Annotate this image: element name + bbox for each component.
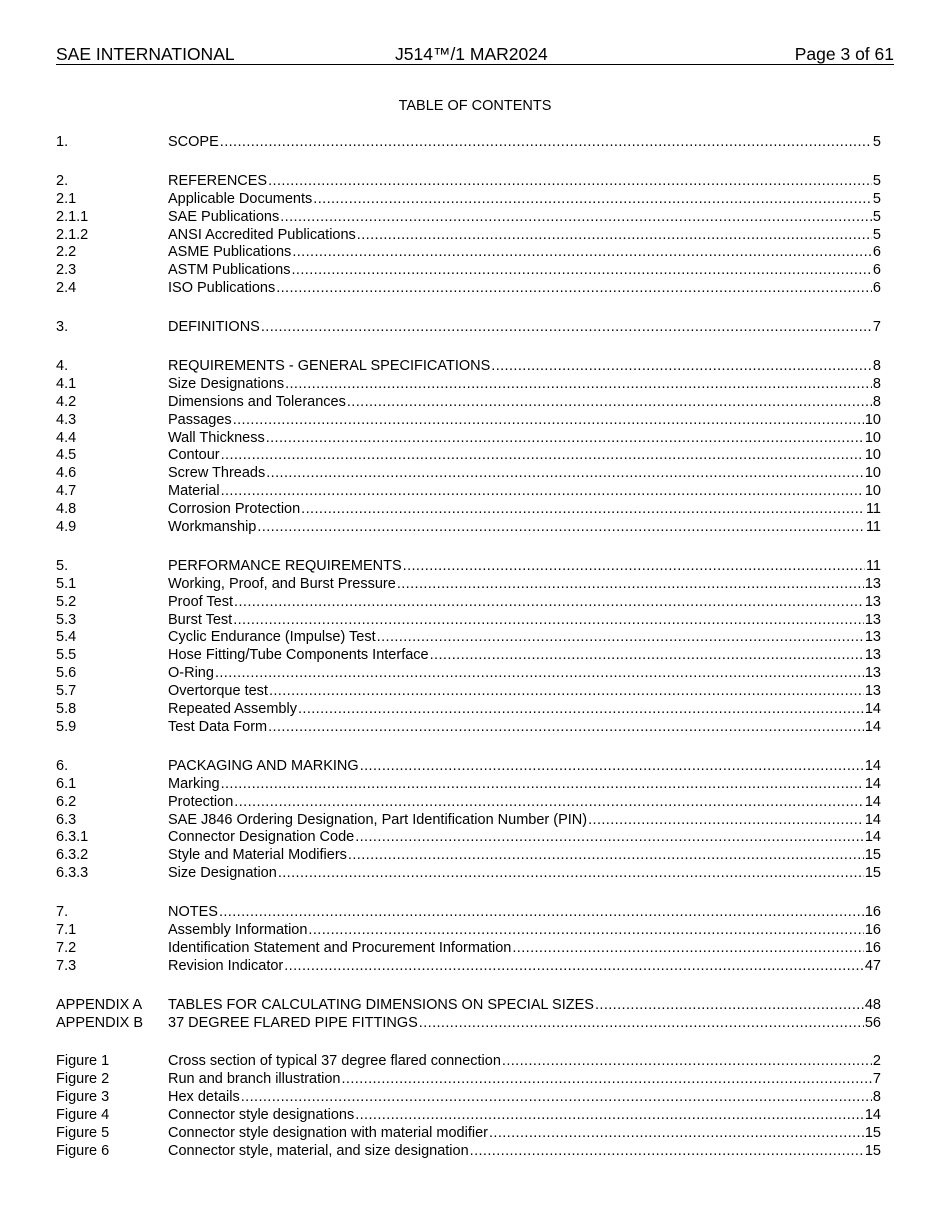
toc-entry[interactable]	[56, 1089, 881, 1107]
table-of-contents	[56, 134, 881, 1182]
toc-entry-page: 10	[864, 429, 881, 446]
toc-entry[interactable]	[56, 812, 881, 830]
toc-entry[interactable]	[56, 683, 881, 701]
toc-entry-title: Proof Test	[168, 593, 234, 610]
toc-entry-number: 4.4	[56, 429, 77, 446]
toc-entry-page: 5	[872, 190, 881, 207]
toc-dot-leader	[276, 280, 872, 298]
toc-heading: TABLE OF CONTENTS	[398, 98, 552, 114]
toc-entry[interactable]	[56, 1015, 881, 1033]
toc-entry-page: 47	[864, 957, 881, 974]
toc-group	[56, 173, 881, 298]
toc-entry-number: 6.3.2	[56, 847, 89, 864]
toc-entry[interactable]	[56, 134, 881, 152]
toc-entry-page: 10	[864, 465, 881, 482]
header-document-number: J514™/1 MAR2024	[395, 44, 548, 64]
toc-entry-title: ASTM Publications	[168, 262, 291, 279]
toc-dot-leader	[284, 958, 864, 976]
toc-entry-page: 14	[864, 701, 881, 718]
toc-entry[interactable]	[56, 647, 881, 665]
toc-entry-page: 16	[864, 921, 881, 938]
toc-entry-number: Figure 2	[56, 1071, 110, 1088]
toc-dot-leader	[220, 134, 872, 152]
toc-entry-number: 4.9	[56, 519, 77, 536]
toc-entry-page: 8	[872, 375, 881, 392]
toc-entry-page: 13	[864, 629, 881, 646]
toc-entry-page: 5	[872, 172, 881, 189]
toc-group	[56, 319, 881, 337]
toc-entry-number: 6.3.1	[56, 829, 89, 846]
toc-entry-number: 2.	[56, 172, 69, 189]
toc-entry-number: 5.5	[56, 647, 77, 664]
toc-entry-number: 6.2	[56, 793, 77, 810]
toc-entry-title: Assembly Information	[168, 921, 308, 938]
toc-entry-number: 5.9	[56, 718, 77, 735]
toc-entry-page: 14	[864, 718, 881, 735]
toc-entry-number: APPENDIX B	[56, 1014, 144, 1031]
toc-entry-number: 5.1	[56, 575, 77, 592]
toc-entry[interactable]	[56, 829, 881, 847]
toc-entry-page: 15	[864, 1142, 881, 1159]
toc-dot-leader	[419, 1015, 864, 1033]
toc-entry-page: 8	[872, 393, 881, 410]
toc-dot-leader	[298, 701, 864, 719]
toc-entry-page: 13	[864, 593, 881, 610]
toc-entry[interactable]	[56, 358, 881, 376]
toc-entry-page: 8	[872, 358, 881, 375]
toc-entry[interactable]	[56, 244, 881, 262]
toc-dot-leader	[266, 430, 864, 448]
toc-dot-leader	[502, 1053, 872, 1071]
toc-entry-title: SAE Publications	[168, 208, 280, 225]
toc-entry[interactable]	[56, 1053, 881, 1071]
toc-entry-title: Wall Thickness	[168, 429, 265, 446]
toc-entry-number: 2.2	[56, 244, 77, 261]
toc-entry-title: Workmanship	[168, 519, 257, 536]
toc-group	[56, 758, 881, 883]
toc-dot-leader	[403, 558, 865, 576]
toc-group	[56, 904, 881, 976]
toc-entry-number: 4.7	[56, 483, 77, 500]
toc-entry-number: 4.6	[56, 465, 77, 482]
toc-entry[interactable]	[56, 904, 881, 922]
toc-entry-page: 11	[865, 501, 881, 518]
toc-entry-number: Figure 6	[56, 1142, 110, 1159]
toc-entry-number: APPENDIX A	[56, 996, 143, 1013]
toc-entry-number: 5.	[56, 557, 69, 574]
toc-entry-number: 2.1	[56, 190, 77, 207]
toc-dot-leader	[342, 1071, 872, 1089]
toc-dot-leader	[347, 394, 872, 412]
toc-entry-number: 4.	[56, 358, 69, 375]
toc-dot-leader	[313, 191, 872, 209]
toc-entry-page: 7	[872, 1071, 881, 1088]
toc-entry[interactable]	[56, 558, 881, 576]
toc-entry[interactable]	[56, 594, 881, 612]
toc-entry[interactable]	[56, 997, 881, 1015]
toc-entry[interactable]	[56, 719, 881, 737]
toc-entry-title: ANSI Accredited Publications	[168, 226, 356, 243]
toc-entry-number: 4.2	[56, 393, 77, 410]
toc-entry[interactable]	[56, 430, 881, 448]
toc-entry-title: Cyclic Endurance (Impulse) Test	[168, 629, 376, 646]
toc-dot-leader	[355, 1107, 864, 1125]
toc-entry[interactable]	[56, 612, 881, 630]
toc-entry-number: 6.1	[56, 775, 77, 792]
toc-dot-leader	[234, 594, 864, 612]
toc-entry-number: 3.	[56, 319, 69, 336]
toc-group	[56, 997, 881, 1033]
toc-entry-number: 2.1.1	[56, 208, 89, 225]
toc-entry-page: 13	[864, 665, 881, 682]
toc-entry[interactable]	[56, 173, 881, 191]
toc-dot-leader	[285, 376, 872, 394]
toc-entry[interactable]	[56, 701, 881, 719]
toc-entry[interactable]	[56, 629, 881, 647]
toc-entry-title: DEFINITIONS	[168, 319, 260, 336]
toc-entry-number: 1.	[56, 134, 69, 150]
toc-entry-page: 7	[872, 319, 881, 336]
toc-entry-number: 5.3	[56, 611, 77, 628]
toc-entry-page: 5	[872, 134, 881, 150]
toc-entry-title: Dimensions and Tolerances	[168, 393, 346, 410]
toc-entry-number: 2.4	[56, 280, 77, 297]
toc-entry-title: Hex details	[168, 1089, 240, 1106]
toc-entry-page: 13	[864, 683, 881, 700]
toc-dot-leader	[241, 1089, 872, 1107]
toc-dot-leader	[470, 1143, 864, 1161]
toc-entry-title: Corrosion Protection	[168, 501, 301, 518]
toc-entry-title: PACKAGING AND MARKING	[168, 757, 359, 774]
toc-entry-title: REQUIREMENTS - GENERAL SPECIFICATIONS	[168, 358, 491, 375]
toc-dot-leader	[377, 629, 864, 647]
toc-entry[interactable]	[56, 1107, 881, 1125]
toc-entry-title: Connector style designations	[168, 1107, 355, 1124]
toc-entry-title: Style and Material Modifiers	[168, 847, 347, 864]
toc-entry[interactable]	[56, 665, 881, 683]
toc-entry-page: 6	[872, 262, 881, 279]
toc-dot-leader	[269, 683, 864, 701]
toc-entry[interactable]	[56, 280, 881, 298]
toc-entry-title: Burst Test	[168, 611, 233, 628]
toc-dot-leader	[491, 358, 872, 376]
toc-dot-leader	[234, 794, 864, 812]
toc-entry-title: Connector style designation with material modifier	[168, 1124, 488, 1141]
toc-entry-title: Overtorque test	[168, 683, 268, 700]
toc-entry-page: 14	[864, 811, 881, 828]
toc-entry-page: 6	[872, 280, 881, 297]
toc-entry-title: Applicable Documents	[168, 190, 313, 207]
toc-entry-number: 5.7	[56, 683, 77, 700]
toc-dot-leader	[588, 812, 864, 830]
toc-entry-number: 7.	[56, 904, 69, 921]
toc-entry-page: 15	[864, 865, 881, 882]
toc-entry[interactable]	[56, 1143, 881, 1161]
toc-entry-number: 6.	[56, 757, 69, 774]
toc-entry-title: Protection	[168, 793, 234, 810]
toc-dot-leader	[268, 719, 864, 737]
toc-entry-number: 2.1.2	[56, 226, 89, 243]
header-organization: SAE INTERNATIONAL	[56, 44, 235, 64]
toc-entry-page: 16	[864, 904, 881, 921]
toc-dot-leader	[233, 612, 864, 630]
toc-dot-leader	[261, 319, 872, 337]
toc-dot-leader	[221, 483, 864, 501]
toc-entry-page: 8	[872, 1089, 881, 1106]
toc-entry-number: 5.6	[56, 665, 77, 682]
toc-entry-page: 5	[872, 226, 881, 243]
toc-entry[interactable]	[56, 776, 881, 794]
toc-entry[interactable]	[56, 191, 881, 209]
toc-entry-number: 6.3	[56, 811, 77, 828]
toc-dot-leader	[278, 865, 864, 883]
toc-entry[interactable]	[56, 465, 881, 483]
toc-entry[interactable]	[56, 447, 881, 465]
toc-entry-number: 7.3	[56, 957, 77, 974]
toc-entry-title: Screw Threads	[168, 465, 266, 482]
toc-dot-leader	[355, 829, 864, 847]
toc-entry-title: PERFORMANCE REQUIREMENTS	[168, 557, 402, 574]
toc-entry-title: Run and branch illustration	[168, 1071, 341, 1088]
toc-entry-page: 10	[864, 447, 881, 464]
toc-entry-number: 5.8	[56, 701, 77, 718]
toc-entry-title: ASME Publications	[168, 244, 292, 261]
toc-entry-page: 15	[864, 1124, 881, 1141]
toc-dot-leader	[219, 904, 864, 922]
toc-entry-number: 4.3	[56, 411, 77, 428]
toc-entry-title: Working, Proof, and Burst Pressure	[168, 575, 396, 592]
toc-entry-number: 5.4	[56, 629, 77, 646]
toc-entry-number: 2.3	[56, 262, 77, 279]
toc-entry[interactable]	[56, 847, 881, 865]
toc-entry[interactable]	[56, 209, 881, 227]
toc-dot-leader	[430, 647, 864, 665]
toc-entry-page: 11	[865, 557, 881, 574]
toc-entry[interactable]	[56, 227, 881, 245]
toc-entry-title: Repeated Assembly	[168, 701, 297, 718]
toc-entry[interactable]	[56, 376, 881, 394]
toc-entry-title: Revision Indicator	[168, 957, 284, 974]
toc-entry-number: 4.5	[56, 447, 77, 464]
toc-entry-title: Hose Fitting/Tube Components Interface	[168, 647, 429, 664]
toc-dot-leader	[221, 447, 864, 465]
toc-entry-title: REFERENCES	[168, 172, 268, 189]
toc-entry-title: Cross section of typical 37 degree flared connection	[168, 1053, 501, 1070]
toc-entry-number: 4.1	[56, 375, 77, 392]
toc-dot-leader	[357, 227, 872, 245]
toc-group	[56, 558, 881, 737]
toc-entry[interactable]	[56, 576, 881, 594]
toc-entry[interactable]	[56, 519, 881, 537]
toc-dot-leader	[512, 940, 864, 958]
toc-dot-leader	[257, 519, 865, 537]
toc-entry[interactable]	[56, 262, 881, 280]
toc-entry-page: 14	[864, 757, 881, 774]
toc-dot-leader	[221, 776, 864, 794]
toc-entry-title: ISO Publications	[168, 280, 276, 297]
toc-entry-title: 37 DEGREE FLARED PIPE FITTINGS	[168, 1014, 418, 1031]
toc-entry-title: Contour	[168, 447, 220, 464]
toc-entry-page: 14	[864, 829, 881, 846]
header-page-number: Page 3 of 61	[794, 44, 894, 64]
toc-entry-number: Figure 4	[56, 1107, 110, 1124]
toc-entry-number: 5.2	[56, 593, 77, 610]
toc-entry-number: 6.3.3	[56, 865, 89, 882]
toc-entry[interactable]	[56, 758, 881, 776]
toc-dot-leader	[360, 758, 864, 776]
toc-dot-leader	[397, 576, 864, 594]
toc-entry-title: SAE J846 Ordering Designation, Part Identification Number (PIN)	[168, 811, 588, 828]
toc-entry-page: 15	[864, 847, 881, 864]
toc-dot-leader	[233, 412, 864, 430]
toc-entry-page: 14	[864, 775, 881, 792]
toc-entry-title: Size Designations	[168, 375, 285, 392]
toc-dot-leader	[215, 665, 864, 683]
toc-dot-leader	[489, 1125, 864, 1143]
toc-entry-number: 4.8	[56, 501, 77, 518]
toc-entry-page: 10	[864, 483, 881, 500]
toc-entry[interactable]	[56, 483, 881, 501]
toc-entry-page: 48	[864, 996, 881, 1013]
toc-entry[interactable]	[56, 1071, 881, 1089]
toc-entry-number: Figure 5	[56, 1124, 110, 1141]
toc-entry-title: Material	[168, 483, 220, 500]
toc-dot-leader	[280, 209, 872, 227]
toc-dot-leader	[308, 922, 863, 940]
toc-entry[interactable]	[56, 1125, 881, 1143]
toc-entry-title: Connector style, material, and size designation	[168, 1142, 469, 1159]
toc-entry-number: 7.2	[56, 939, 77, 956]
toc-group	[56, 134, 881, 152]
toc-entry-title: NOTES	[168, 904, 218, 921]
toc-entry-page: 11	[865, 519, 881, 536]
toc-dot-leader	[292, 244, 872, 262]
toc-entry-number: 7.1	[56, 921, 77, 938]
toc-dot-leader	[292, 262, 872, 280]
toc-dot-leader	[301, 501, 865, 519]
toc-entry[interactable]	[56, 319, 881, 337]
toc-group	[56, 1053, 881, 1160]
toc-entry-title: O-Ring	[168, 665, 214, 682]
toc-entry-page: 6	[872, 244, 881, 261]
toc-entry-title: TABLES FOR CALCULATING DIMENSIONS ON SPECIAL SIZES	[168, 996, 594, 1013]
toc-entry-page: 16	[864, 939, 881, 956]
toc-entry-page: 13	[864, 575, 881, 592]
toc-entry-page: 10	[864, 411, 881, 428]
toc-entry-page: 56	[864, 1014, 881, 1031]
toc-entry[interactable]	[56, 412, 881, 430]
toc-entry-title: Marking	[168, 775, 220, 792]
toc-dot-leader	[595, 997, 864, 1015]
toc-entry-title: Identification Statement and Procurement Information	[168, 939, 512, 956]
toc-entry-title: SCOPE	[168, 134, 219, 150]
toc-entry-title: Connector Designation Code	[168, 829, 355, 846]
toc-dot-leader	[266, 465, 864, 483]
toc-entry[interactable]	[56, 922, 881, 940]
page-header	[56, 44, 894, 65]
toc-entry-page: 14	[864, 793, 881, 810]
toc-entry[interactable]	[56, 501, 881, 519]
toc-entry[interactable]	[56, 794, 881, 812]
toc-entry-page: 5	[872, 208, 881, 225]
toc-entry[interactable]	[56, 940, 881, 958]
toc-entry-title: Size Designation	[168, 865, 277, 882]
toc-entry[interactable]	[56, 958, 881, 976]
toc-entry-number: Figure 3	[56, 1089, 110, 1106]
toc-entry[interactable]	[56, 394, 881, 412]
toc-entry-title: Passages	[168, 411, 232, 428]
toc-entry-page: 13	[864, 611, 881, 628]
toc-entry-page: 13	[864, 647, 881, 664]
toc-entry-page: 14	[864, 1107, 881, 1124]
toc-entry-number: Figure 1	[56, 1053, 110, 1070]
toc-entry-title: Test Data Form	[168, 718, 268, 735]
toc-group	[56, 358, 881, 537]
toc-entry-page: 2	[872, 1053, 881, 1070]
toc-dot-leader	[348, 847, 864, 865]
toc-entry[interactable]	[56, 865, 881, 883]
toc-dot-leader	[268, 173, 872, 191]
